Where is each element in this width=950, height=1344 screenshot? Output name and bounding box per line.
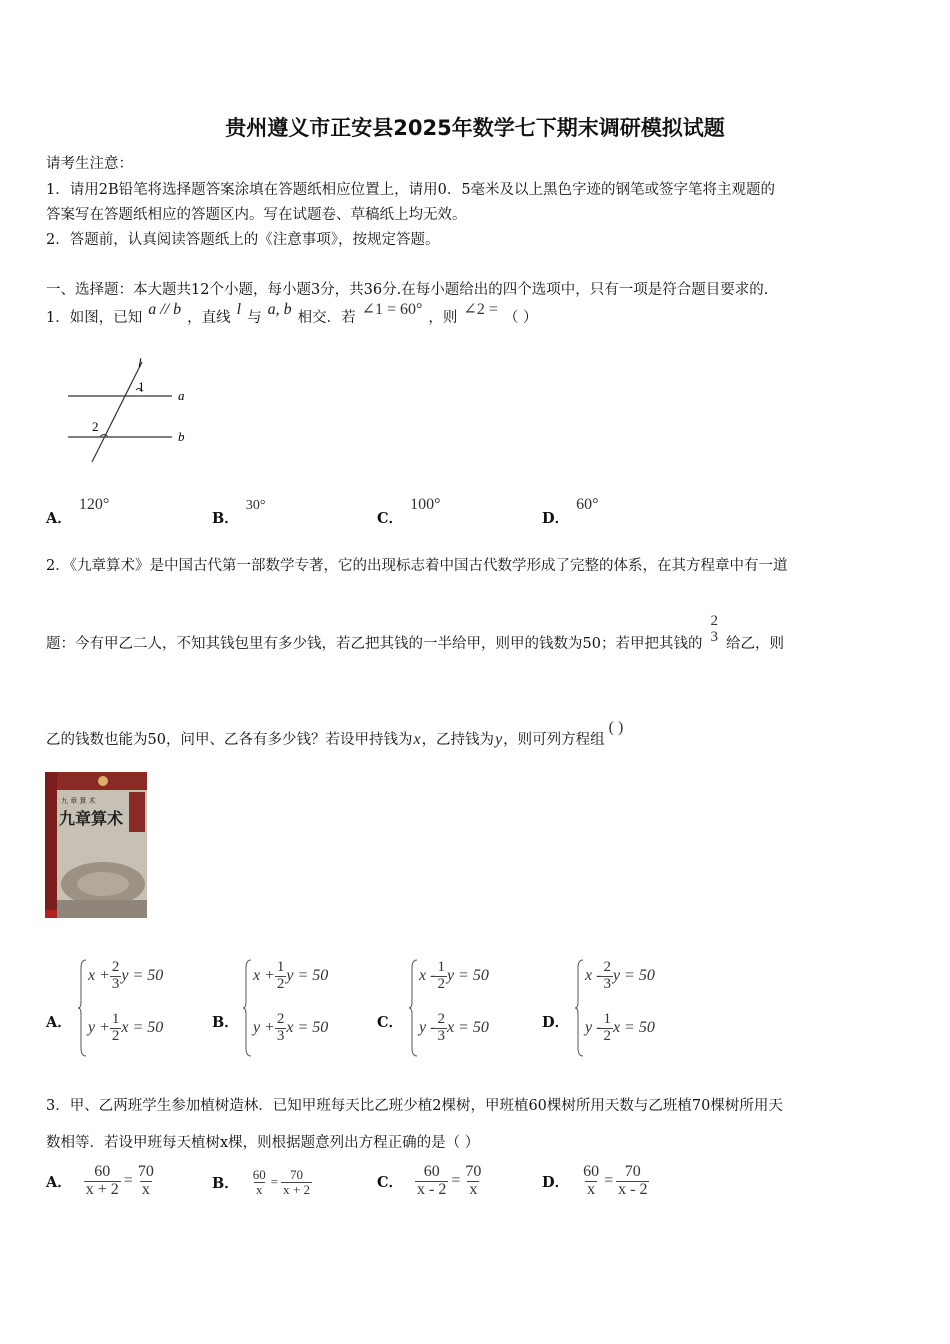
eq-lhs: x -: [585, 967, 602, 985]
q3-option-b[interactable]: B． $\frac{60}{x}$ = $\frac{70}{x + 2}$: [212, 1167, 310, 1197]
frac-denominator: 3: [603, 975, 611, 992]
frac-denominator: 2: [276, 975, 285, 992]
q3-option-a[interactable]: A． $\frac{60}{x + 2}$ = $\frac{70}{x}$: [46, 1163, 154, 1198]
frac-numerator: 60: [94, 1163, 111, 1180]
frac-denominator: 2: [603, 1027, 611, 1044]
q2-line3b: ，乙持钱为: [421, 732, 495, 748]
eq-rhs: x = 50: [121, 1019, 164, 1037]
book-cover-image: [45, 772, 147, 918]
q1-option-d[interactable]: [542, 496, 599, 528]
q1-angle2: ∠2 =: [463, 301, 498, 318]
option-value: 120°: [78, 496, 110, 513]
q1-t2: ，直线: [187, 310, 231, 326]
option-label: C．: [377, 510, 404, 527]
frac-numerator: 70: [137, 1163, 154, 1180]
fig-label-2: 2: [92, 419, 99, 434]
frac-numerator: 70: [290, 1167, 304, 1182]
frac-denominator: x: [469, 1180, 478, 1198]
q1-figure: [60, 352, 200, 464]
q1-num: 1．如图，已知: [46, 310, 143, 326]
q2-option-d-label[interactable]: D．: [542, 1014, 570, 1031]
page-title: 贵州遵义市正安县2025年数学七下期末调研模拟试题: [225, 116, 725, 140]
q3-line2: 数相等．若设甲班每天植树x棵，则根据题意列出方程正确的是（ ）: [46, 1135, 480, 1151]
q1-cond: a // b: [148, 301, 182, 318]
book-title-text: 九章算术: [59, 809, 124, 828]
frac-denominator: 2: [437, 975, 445, 992]
eq-rhs: y = 50: [121, 967, 164, 985]
eq-rhs: x = 50: [612, 1019, 655, 1037]
frac-numerator: 2: [276, 1011, 285, 1027]
q1-option-b[interactable]: [212, 498, 266, 528]
q1-option-c[interactable]: [377, 496, 441, 528]
frac-denominator: x + 2: [85, 1180, 119, 1198]
book-top-text: 九 章 算 术: [61, 797, 96, 805]
frac-numerator: 2: [437, 1011, 445, 1027]
q2-var-x: x: [413, 731, 421, 748]
frac-denominator: 2: [111, 1027, 120, 1044]
q1-t5: ，则: [428, 310, 458, 326]
frac-numerator: 2: [710, 613, 718, 629]
frac-numerator: 1: [111, 1011, 120, 1027]
notice-item1-line2: 答案写在答题纸相应的答题区内。写在试题卷、草稿纸上均无效。: [46, 207, 467, 223]
q3-option-c[interactable]: C． $\frac{60}{x - 2}$ = $\frac{70}{x}$: [377, 1163, 482, 1198]
eq-lhs: y -: [585, 1019, 602, 1037]
frac-denominator: 3: [276, 1027, 285, 1044]
option-label: D．: [542, 1173, 570, 1191]
eq-rhs: y = 50: [446, 967, 489, 985]
eq-lhs: y +: [88, 1019, 110, 1037]
option-label: C．: [377, 1173, 404, 1191]
notice-item1-line1: 1．请用2B铅笔将选择题答案涂填在答题纸相应位置上，请用0．5毫米及以上黑色字迹的钢笔或签字笔将主观题的: [46, 182, 776, 198]
q2-line3a: 乙的钱数也能为50，问甲、乙各有多少钱？若设甲持钱为: [46, 732, 413, 748]
eq-rhs: y = 50: [286, 967, 329, 985]
q2-var-y: y: [495, 731, 503, 748]
frac-denominator: 3: [437, 1027, 445, 1044]
frac-denominator: x - 2: [417, 1180, 447, 1198]
q1-line-l: l: [236, 301, 242, 318]
eq-rhs: y = 50: [612, 967, 655, 985]
fig-label-b: b: [178, 429, 185, 444]
eq-lhs: x +: [253, 967, 275, 985]
option-value: 60°: [576, 496, 599, 513]
frac-denominator: x + 2: [283, 1181, 310, 1197]
q2-line2: [46, 613, 784, 653]
option-value: 30°: [245, 498, 266, 513]
option-value: 100°: [410, 496, 441, 513]
q3-line1: 3．甲、乙两班学生参加植树造林．已知甲班每天比乙班少植2棵树，甲班植60棵树所用天数与乙班植70棵树所用天: [46, 1098, 783, 1114]
section-heading: 一、选择题：本大题共12个小题，每小题3分，共36分.在每小题给出的四个选项中，只有一项是符合题目要求的.: [46, 282, 769, 298]
frac-numerator: 60: [583, 1163, 600, 1180]
frac-numerator: 60: [423, 1163, 440, 1180]
eq-lhs: x +: [88, 967, 110, 985]
q2-line2a: 题：今有甲乙二人，不知其钱包里有多少钱，若乙把其钱的一半给甲，则甲的钱数为50；若甲把其钱的: [46, 636, 703, 653]
q2-paren: ( ): [608, 719, 624, 736]
frac-numerator: 2: [111, 959, 120, 975]
q3-option-d[interactable]: D． $\frac{60}{x}$ = $\frac{70}{x - 2}$: [542, 1163, 648, 1198]
notice-heading: 请考生注意：: [46, 156, 133, 172]
frac-numerator: 60: [252, 1167, 266, 1182]
q1-angle1: ∠1 = 60°: [361, 301, 423, 318]
line-l: [92, 362, 142, 462]
notice-item2: 2．答题前，认真阅读答题纸上的《注意事项》，按规定答题。: [46, 232, 440, 248]
q1-stem: [46, 301, 538, 327]
frac-numerator: 1: [437, 959, 445, 975]
q1-option-a[interactable]: [46, 496, 110, 528]
option-label: A．: [46, 1173, 72, 1191]
q2-line3c: ，则可列方程组: [503, 732, 605, 748]
option-label: A．: [46, 510, 72, 527]
q2-fraction: [708, 614, 720, 646]
frac-denominator: x: [141, 1180, 150, 1198]
q2-line3: [46, 719, 624, 749]
q2-line1: 2．《九章算术》是中国古代第一部数学专著，它的出现标志着中国古代数学形成了完整的体系，在其方程章中有一道: [46, 558, 788, 574]
q2-line2b: 给乙，则: [725, 636, 784, 653]
eq-rhs: x = 50: [446, 1019, 489, 1037]
eq-rhs: x = 50: [286, 1019, 329, 1037]
q2-option-c-label[interactable]: C．: [377, 1014, 404, 1031]
option-label: B．: [212, 510, 239, 527]
q1-t3: 与: [247, 310, 262, 326]
frac-denominator: 3: [710, 628, 718, 645]
q1-ab: a, b: [267, 301, 292, 318]
frac-denominator: x: [256, 1181, 263, 1197]
eq-lhs: y +: [253, 1019, 275, 1037]
q1-t6: （ ）: [503, 310, 538, 326]
eq-lhs: y -: [419, 1019, 436, 1037]
frac-numerator: 1: [276, 959, 285, 975]
frac-numerator: 70: [465, 1163, 482, 1180]
fig-label-a: a: [178, 388, 185, 403]
frac-denominator: x - 2: [618, 1180, 648, 1198]
frac-numerator: 2: [603, 959, 611, 975]
eq-lhs: x -: [419, 967, 436, 985]
q2-option-b-label[interactable]: B．: [212, 1014, 239, 1031]
frac-numerator: 1: [603, 1011, 611, 1027]
frac-numerator: 70: [624, 1163, 641, 1180]
option-label: B．: [212, 1174, 239, 1192]
fig-label-l: l: [138, 355, 142, 370]
option-label: D．: [542, 510, 570, 527]
fig-label-1: 1: [138, 379, 145, 394]
frac-denominator: x: [587, 1180, 596, 1198]
frac-denominator: 3: [111, 975, 120, 992]
q2-option-a-label[interactable]: A．: [46, 1014, 72, 1031]
q1-t4: 相交．若: [297, 310, 356, 326]
